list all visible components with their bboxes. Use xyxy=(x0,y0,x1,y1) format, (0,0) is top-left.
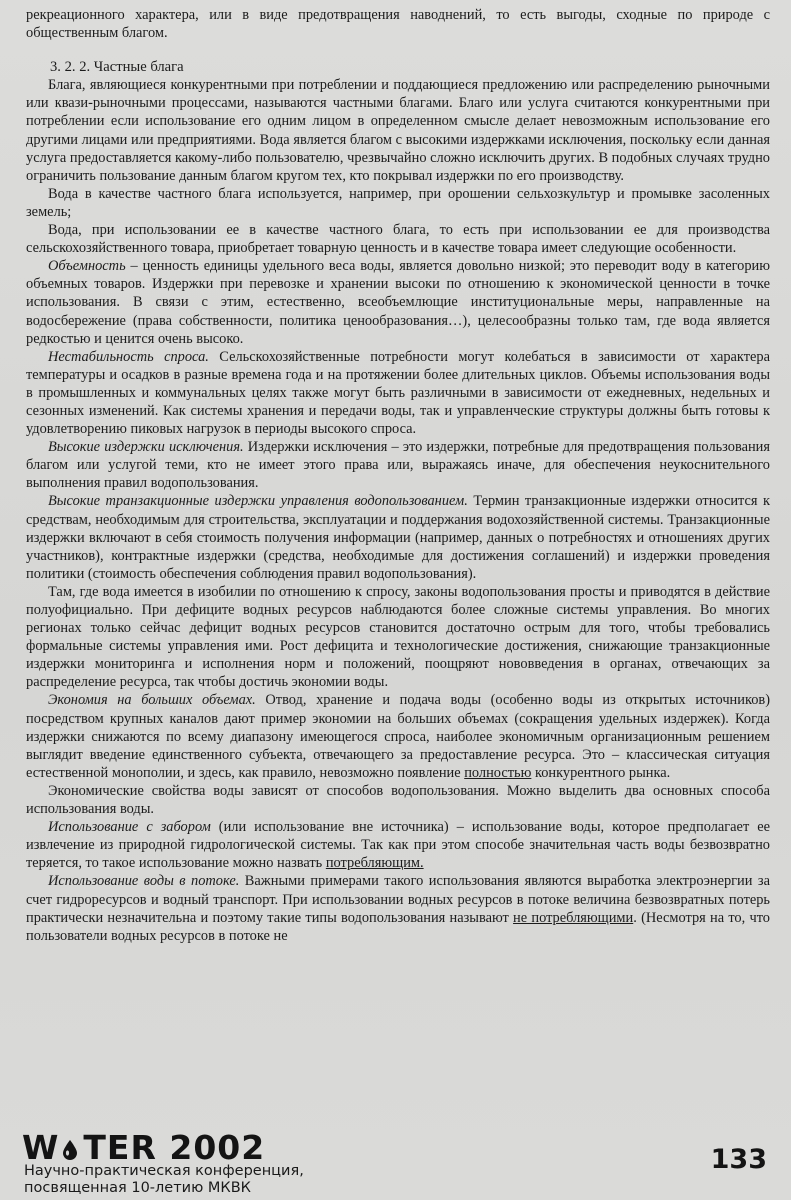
scale-text-a: Отвод, хранение и подача воды (особенно воды из открытых источников) посредством крупных каналов дают пример экономии на больших объемах (сокращения удельных издержек). Когда издержки снижаются по всему диапазону имеющегося спроса, наиболее экономичным организационным решением выглядит введение единственного субъекта, отвечающего за предоставление ресурса. Это – классическая ситуация естественной монополии, и здесь, как правило, невозможно появление xyxy=(26,692,771,781)
paragraph-scale xyxy=(26,691,770,781)
scale-underlined: полностью xyxy=(464,764,532,781)
term-withdrawal: Использование с забором xyxy=(48,819,211,836)
logo-first-letter: W xyxy=(22,1128,60,1167)
term-volume: Объемность xyxy=(48,258,126,275)
instream-underlined: не потребляющими xyxy=(513,909,634,926)
paragraph-exclusion xyxy=(26,438,770,492)
term-transaction: Высокие транзакционные издержки управления водопользованием. xyxy=(48,493,468,510)
paragraph-irrigation: Вода в качестве частного блага используется, например, при орошении сельхозкультур и промывке засоленных земель; xyxy=(26,185,770,220)
conference-logo xyxy=(22,1130,265,1166)
section-heading: 3. 2. 2. Частные блага xyxy=(50,59,184,76)
instream-text-a: Важными примерами такого использования являются выработка электроэнергии за счет гидроресурсов и водный транспорт. При использовании водных ресурсов в потоке величина безвозвратных потерь практически незначительна и поэтому такие типы водопользования называют xyxy=(26,873,770,926)
paragraph-volume xyxy=(26,257,770,347)
volume-text: – ценность единицы удельного веса воды, является довольно низкой; это переводит воду в категорию объемных товаров. Издержки при перевозке и хранении высоки по отношению к экономической ценности в точке использования. В связи с этим, естественно, всеобъемлющие институциональные меры, направленные на водосбережение (права собственности, политика ценообразования…), целесообразны только там, где вода является редкостью и ценится очень высоко. xyxy=(26,258,770,347)
paragraph-definition: Блага, являющиеся конкурентными при потреблении и поддающиеся предложению или распределению рыночными или квази-рыночными процессами, называются частными благами. Благо или услуга считаются конкурентными при потреблении если использование его одним лицом в определенном смысле делает невозможным использование его другими лицами или предприятиями. Вода является благом с высокими издержками исключения, поскольку если данная услуга предоставляется какому-либо пользователю, чрезвычайно сложно исключить других. В подобных случаях трудно ограничить пользование данным благом кругом тех, кто покрывал издержки по его производству. xyxy=(26,77,770,184)
instability-text: Сельскохозяйственные потребности могут колебаться в зависимости от характера температуры и осадков в разные времена года и на протяжении более длительных циклов. Объемы использования воды в промышленных и коммунальных целях также могут быть различными в зависимости от ежедневных, недельных и сезонных изменений. Как системы хранения и передачи воды, так и управленческие структуры должны быть готовы к удовлетворению пиковых нагрузок в периоды высокого спроса. xyxy=(26,348,770,438)
paragraph-features: Вода, при использовании ее в качестве частного блага, то есть при использовании ее для производства сельскохозяйственного товара, приобретает товарную ценность и в качестве товара имеет следующие особенности. xyxy=(26,222,770,257)
subtitle-line-1: Научно-практическая конференция, xyxy=(24,1163,304,1179)
scale-text-b: конкурентного рынка. xyxy=(531,764,671,781)
term-scale: Экономия на больших объемах. xyxy=(48,692,256,709)
logo-rest: TER 2002 xyxy=(83,1128,266,1167)
term-exclusion: Высокие издержки исключения. xyxy=(48,439,244,456)
transaction-text: Термин транзакционные издержки относится к средствам, необходимым для строительства, эксплуатации и поддержания водохозяйственной системы. Транзакционные издержки включают в себя стоимость получения информации (например, данных о потребностях и отношениях других участников), контрактные издержки (средства, необходимые для достижения соглашений) и издержки проведения политики (стоимость обеспечения соблюдения правил водопользования). xyxy=(26,493,770,582)
term-instability: Нестабильность спроса. xyxy=(48,348,209,365)
withdrawal-underlined: потребляющим. xyxy=(325,855,424,872)
term-instream: Использование воды в потоке. xyxy=(48,873,240,890)
conference-subtitle xyxy=(24,1163,304,1196)
subtitle-line-2: посвященная 10-летию МКВК xyxy=(24,1179,251,1196)
instream-text-b: . (Несмотря на то, что пользователи водных ресурсов в потоке не xyxy=(26,909,770,944)
exclusion-text: Издержки исключения – это издержки, потребные для предотвращения пользования благом или услугой теми, кто не имеет этого права или, выражаясь иначе, для обеспечения неукоснительного выполнения правил водопользования. xyxy=(26,439,770,492)
paragraph-methods: Экономические свойства воды зависят от способов водопользования. Можно выделить два основных способа использования воды. xyxy=(26,782,770,818)
paragraph-withdrawal xyxy=(26,818,770,872)
withdrawal-text: (или использование вне источника) – использование воды, которое предполагает ее извлечение из природной гидрологической системы. Так как при этом способе значительная часть воды безвозвратно теряется, то такое использование можно назвать xyxy=(26,819,771,872)
paragraph-instream xyxy=(26,872,770,944)
body-text xyxy=(26,6,770,945)
page-number: 133 xyxy=(710,1144,767,1175)
paragraph-continued: рекреационного характера, или в виде предотвращения наводнений, то есть выгоды, сходные по природе с общественным благом. xyxy=(26,7,770,42)
water-drop-icon xyxy=(61,1140,79,1160)
paragraph-transaction xyxy=(26,492,770,582)
paragraph-abundance: Там, где вода имеется в изобилии по отношению к спросу, законы водопользования просты и приводятся в действие полуофициально. При дефиците водных ресурсов наблюдаются более сложные системы управления. Во многих регионах только сейчас дефицит водных ресурсов становится достаточно острым для того, чтобы требовались формальные системы управления ими. Рост дефицита и технологические достижения, снижающие транзакционные издержки мониторинга и исполнения норм и положений, поощряют нововведения в органах, отвечающих за распределение ресурса, так чтобы достичь экономии воды. xyxy=(26,583,770,691)
paragraph-instability xyxy=(26,348,770,438)
